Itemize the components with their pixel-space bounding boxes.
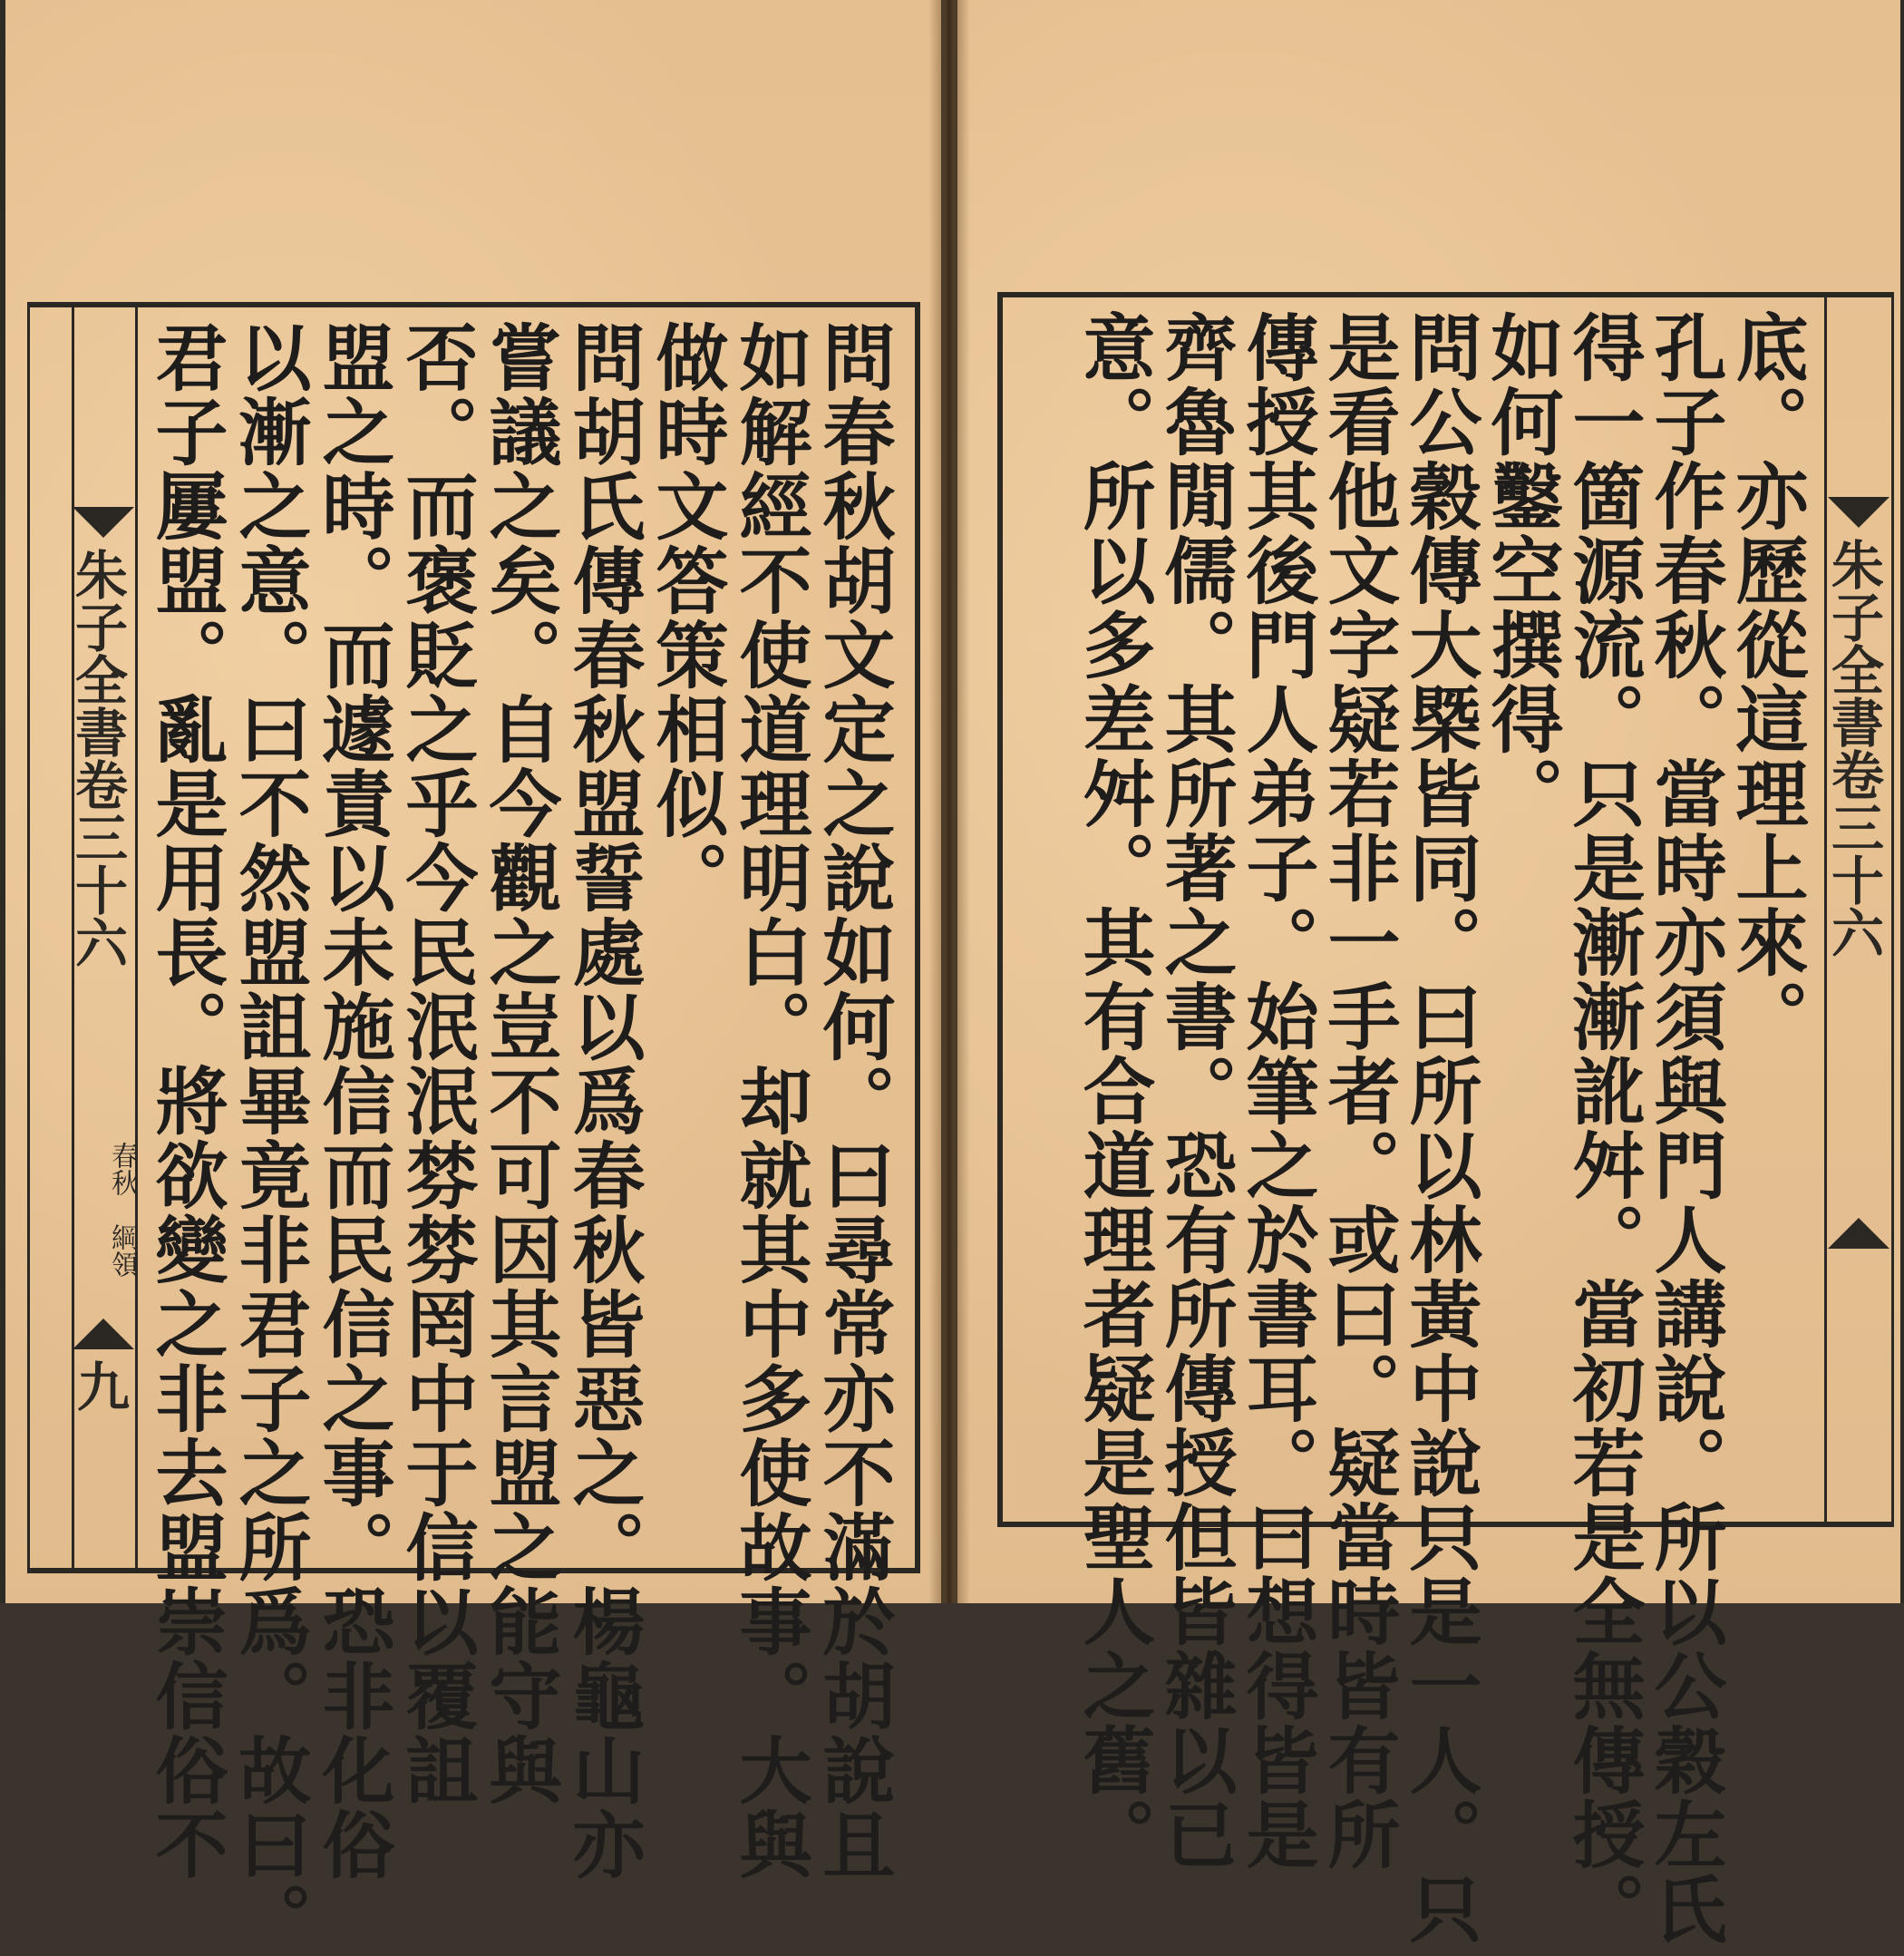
book-gutter [928,0,970,1603]
right-column-7: 傳授其後門人弟子。始筆之於書耳。曰想得皆是 [1234,310,1319,1872]
fish-tail-bottom-icon [1828,1218,1889,1249]
left-column-3: 做時文答策相似。 [644,320,729,915]
right-text-frame [997,292,1894,1946]
left-column-9: 君子屢盟。亂是用長。將欲變之非去盟崇信俗不 [143,320,228,1882]
left-column-5: 嘗議之矣。自今觀之豈不可因其言盟之能守與 [477,320,562,1807]
left-leaf-number [68,1359,137,1412]
right-column-3: 得一箇源流。只是漸漸訛舛。當初若是全無傳授。 [1560,310,1646,1946]
right-column-9: 意。所以多差舛。其有合道理者疑是聖人之舊。 [1071,310,1156,1872]
right-column-2: 孔子作春秋。當時亦須與門人講說。所以公穀左氏 [1642,310,1727,1946]
left-column-8: 以漸之意。曰不然盟詛畢竟非君子之所爲。故曰。 [227,320,312,1956]
right-spine-title [1822,538,1891,959]
spine-title-text: 朱子全書卷三十六 [1822,538,1884,959]
right-column-6: 是看他文字疑若非一手者。或曰。疑當時皆有所 [1316,310,1401,1872]
right-column-1: 底。亦歷從這理上來。 [1724,310,1809,1054]
left-column-7: 盟之時。而遽責以未施信而民信之事。恐非化俗 [310,320,395,1882]
left-text-frame [27,302,920,1956]
fish-tail-top-icon [1828,497,1889,528]
spine-section-text: 春秋 綱領 [106,1142,138,1278]
right-column-4: 如何鑿空撰得。 [1479,310,1564,831]
leaf-number-text: 九 [68,1359,130,1412]
left-column-2: 如解經不使道理明白。却就其中多使故事。大與 [727,320,812,1882]
spine-title-text: 朱子全書卷三十六 [66,548,128,968]
fish-tail-bottom-icon [73,1319,134,1349]
left-spine-title [66,548,135,968]
left-spine-section [75,1142,137,1278]
fish-tail-top-icon [73,507,134,538]
left-column-1: 問春秋胡文定之說如何。曰尋常亦不滿於胡說且 [811,320,896,1882]
left-column-6: 否。而褒貶之乎今民泯泯棼棼罔中于信以覆詛 [393,320,479,1807]
left-column-4: 問胡氏傳春秋盟誓處以爲春秋皆惡之。楊龜山亦 [560,320,646,1882]
right-column-8: 齊魯閒儒。其所著之書。恐有所傳授但皆雜以已 [1152,310,1238,1872]
right-column-5: 問公穀傳大槩皆同。曰所以林黃中說只是一人。只 [1397,310,1482,1946]
